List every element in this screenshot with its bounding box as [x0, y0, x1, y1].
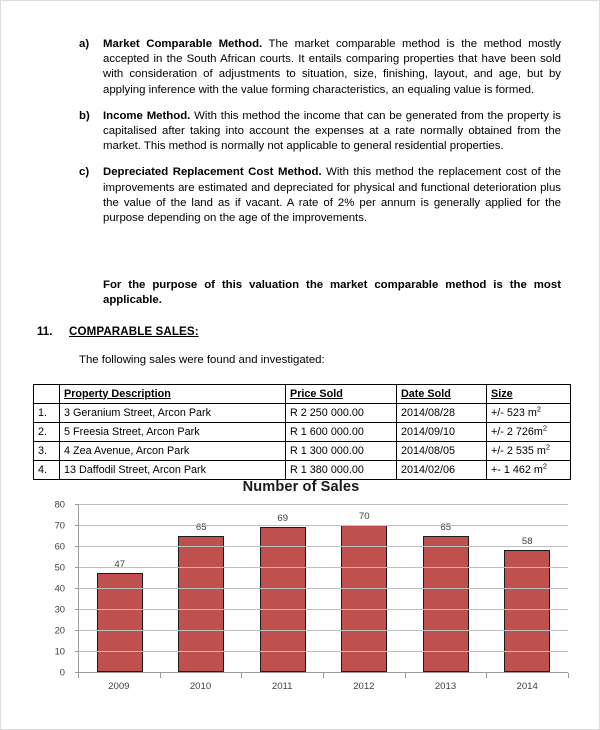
- chart-bar-value-label: 69: [277, 513, 289, 525]
- chart-y-tickmark: [75, 630, 79, 631]
- cell-size: +/- 2 535 $m^2$: [487, 442, 571, 461]
- table-row: [34, 442, 571, 461]
- method-marker-c: c): [79, 166, 90, 179]
- valuation-methods-list: [79, 37, 561, 237]
- table-header-row: [34, 385, 571, 404]
- chart-gridline: [79, 651, 568, 652]
- section-heading: [37, 325, 557, 338]
- chart-title: Number of Sales: [242, 479, 360, 495]
- chart-gridline: [79, 588, 568, 589]
- chart-x-tick-label: 2011: [271, 681, 293, 692]
- chart-gridline: [79, 567, 568, 568]
- chart-x-tick-label: 2012: [353, 681, 375, 692]
- cell-date: 2014/08/28: [397, 404, 487, 423]
- cell-size: +/- 2 $726m^2$: [487, 423, 571, 442]
- method-text-c: With this method the replacement cost of the improvements are estimated and depreciated for physical and functional deterioration plus the value of the land as if vacant. A rate of 2% per annum is generally applied for the purpose depending on the age of the improvements.: [103, 166, 561, 225]
- chart-x-tick-label: 2009: [108, 681, 130, 692]
- cell-price: R 2 250 000.00: [286, 404, 397, 423]
- cell-description: 4 Zea Avenue, Arcon Park: [60, 442, 286, 461]
- method-item-c: [79, 165, 561, 226]
- chart-x-tick-label: 2013: [434, 681, 457, 692]
- column-header-size: Size: [487, 385, 571, 404]
- valuation-summary-note: For the purpose of this valuation the market comparable method is the most applicable.: [103, 279, 561, 307]
- chart-y-tick-label: 40: [54, 582, 65, 594]
- chart-gridline: [79, 525, 568, 526]
- chart-bar-value-label: 65: [195, 521, 207, 533]
- chart-x-tickmark: [323, 673, 324, 678]
- method-item-b: [79, 109, 561, 155]
- method-term-b: Income Method.: [103, 109, 191, 122]
- cell-price: R 1 380 000.00: [286, 461, 397, 480]
- cell-date: 2014/08/05: [397, 442, 487, 461]
- cell-price: R 1 300 000.00: [286, 442, 397, 461]
- chart-plot-area: [78, 504, 568, 673]
- comparable-sales-table: [33, 384, 571, 480]
- method-body-a: [103, 37, 561, 98]
- chart-gridline: [79, 504, 568, 505]
- chart-y-tick-label: 50: [54, 561, 65, 573]
- chart-y-tick-label: 80: [54, 498, 65, 510]
- chart-bar[interactable]: [504, 536, 550, 672]
- chart-x-tickmark: [405, 673, 406, 678]
- chart-bar-value-label: 65: [440, 521, 452, 533]
- chart-x-axis: [78, 673, 568, 692]
- chart-bar[interactable]: [341, 511, 387, 672]
- cell-row-number: 4.: [34, 461, 60, 480]
- column-header-description: Property Description: [60, 385, 286, 404]
- column-header-date: Date Sold: [397, 385, 487, 404]
- chart-y-tick-label: 30: [54, 603, 65, 615]
- chart-y-tickmark: [75, 525, 79, 526]
- method-term-a: Market Comparable Method.: [103, 38, 263, 50]
- method-item-a: [79, 37, 561, 98]
- chart-x-tickmark: [160, 673, 161, 678]
- cell-size: +/- 523 $m^2$: [487, 404, 571, 423]
- method-term-c: Depreciated Replacement Cost Method.: [103, 166, 322, 179]
- chart-y-tickmark: [75, 609, 79, 610]
- chart-x-tick-label: 2010: [189, 681, 212, 692]
- chart-y-tick-label: 60: [54, 540, 65, 552]
- method-text-b: With this method the income that can be generated from the property is capitalised after taking into account the expenses at a rate normally obtained from the market. This method is normally not applicable to general residential properties.: [103, 109, 561, 153]
- cell-price: R 1 600 000.00: [286, 423, 397, 442]
- cell-description: 5 Freesia Street, Arcon Park: [60, 423, 286, 442]
- section-number: 11.: [37, 325, 53, 338]
- chart-y-tickmark: [75, 504, 79, 505]
- cell-row-number: 3.: [34, 442, 60, 461]
- method-body-c: [103, 165, 561, 226]
- chart-gridline: [79, 630, 568, 631]
- chart-y-tickmark: [75, 567, 79, 568]
- chart-bar-value-label: 58: [521, 536, 533, 548]
- method-marker-a: a): [79, 38, 90, 50]
- cell-row-number: 1.: [34, 404, 60, 423]
- table-row: [34, 404, 571, 423]
- number-of-sales-chart: [31, 477, 571, 709]
- section-title: COMPARABLE SALES:: [69, 325, 199, 338]
- chart-y-tickmark: [75, 588, 79, 589]
- chart-y-tick-label: 0: [59, 666, 65, 678]
- chart-y-tick-label: 20: [54, 624, 65, 636]
- chart-gridline: [79, 609, 568, 610]
- table-row: [34, 423, 571, 442]
- method-text-a: The market comparable method is the method mostly accepted in the South African courts. It entails comparing properties that have been sold with consideration of adjustments to situation, size, finishing, layout, and age, but by applying inference with the value forming characteristics, an equaling value is formed.: [103, 38, 561, 96]
- chart-x-tickmark: [486, 673, 487, 678]
- cell-size: +- 1 462 $m^2$: [487, 461, 571, 480]
- chart-gridline: [79, 546, 568, 547]
- chart-y-tick-label: 10: [54, 645, 65, 657]
- cell-description: 13 Daffodil Street, Arcon Park: [60, 461, 286, 480]
- cell-row-number: 2.: [34, 423, 60, 442]
- chart-bar-value-label: 47: [114, 559, 126, 571]
- chart-y-tickmark: [75, 651, 79, 652]
- cell-date: 2014/09/10: [397, 423, 487, 442]
- column-header-price: Price Sold: [286, 385, 397, 404]
- section-intro-text: The following sales were found and investigated:: [79, 354, 325, 366]
- chart-x-tickmark: [568, 673, 569, 678]
- chart-y-axis: [31, 498, 71, 678]
- chart-x-tick-label: 2014: [516, 681, 538, 692]
- chart-x-tickmark: [241, 673, 242, 678]
- method-marker-b: b): [79, 109, 90, 122]
- method-body-b: [103, 109, 561, 155]
- chart-x-tickmark: [78, 673, 79, 678]
- chart-bar-value-label: 70: [358, 511, 370, 522]
- chart-y-tick-label: 70: [54, 519, 65, 531]
- column-header-row-number: [34, 385, 60, 404]
- cell-description: 3 Geranium Street, Arcon Park: [60, 404, 286, 423]
- chart-y-tickmark: [75, 546, 79, 547]
- cell-date: 2014/02/06: [397, 461, 487, 480]
- chart-plot-wrapper: [31, 498, 571, 699]
